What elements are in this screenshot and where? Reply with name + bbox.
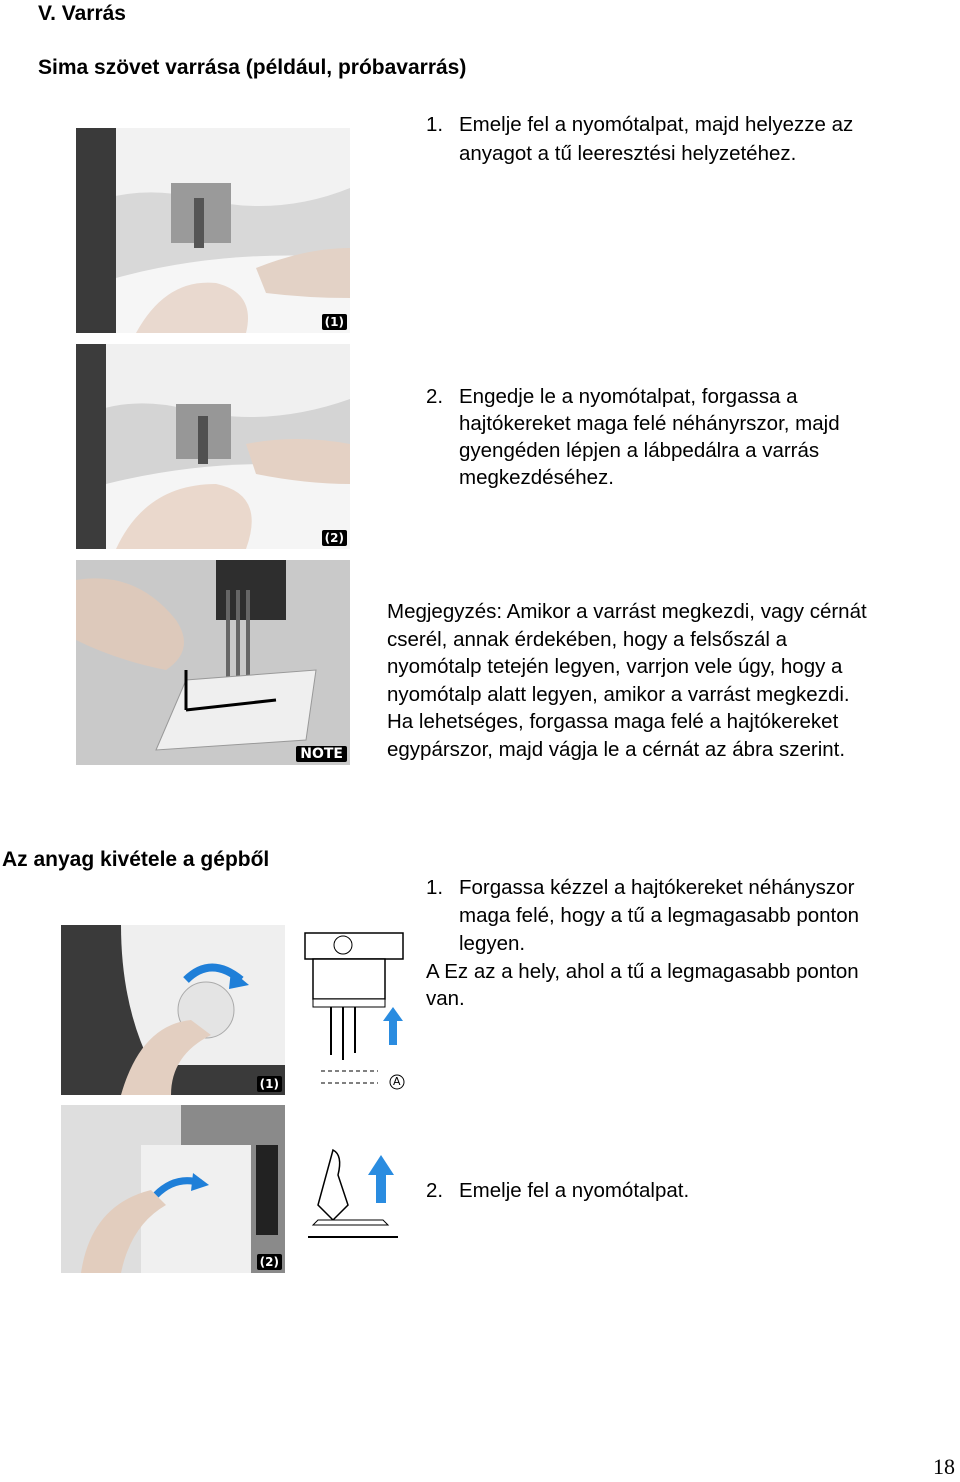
- page-number: 18: [933, 1454, 955, 1479]
- step-text-line3: gyengéden lépjen a lábpedálra a varrás: [459, 439, 820, 462]
- section-title-plain-fabric: Sima szövet varrása (például, próbavarrás): [38, 56, 467, 79]
- section2-step-1: [426, 874, 946, 1014]
- step-text-line1: Engedje le a nyomótalpat, forgassa a: [459, 385, 798, 408]
- photo-raise-presser-foot: [76, 128, 350, 333]
- photo-raise-lever: [61, 1105, 285, 1273]
- figure-badge: (2): [322, 530, 347, 546]
- photo-lower-presser-foot: [76, 344, 350, 549]
- note-line: nyomótalp alatt legyen, amikor a varrást megkezdi.: [387, 682, 850, 706]
- step-number: 1.: [426, 113, 444, 136]
- step-text-line1: Emelje fel a nyomótalpat, majd helyezze az: [459, 113, 854, 136]
- note-line: Ha lehetséges, forgassa maga felé a hajtókereket: [387, 710, 839, 733]
- diagram-presser-foot-raise: [303, 1145, 403, 1245]
- figure-badge: (1): [257, 1076, 282, 1092]
- photo-turn-handwheel: [61, 925, 285, 1095]
- step-text-line2: hajtókereket maga felé néhányrszor, majd: [459, 412, 840, 435]
- note-line: cserél, annak érdekében, hogy a felsőszál a: [387, 627, 788, 651]
- photo-note-thread-cut: [76, 560, 350, 765]
- note-a-line2: van.: [426, 987, 465, 1010]
- step-text-line1: Forgassa kézzel a hajtókereket néhányszor: [459, 876, 855, 899]
- step-2: [426, 383, 946, 493]
- diagram-label-a: A: [393, 1075, 401, 1088]
- note-line: Megjegyzés: Amikor a varrást megkezdi, vagy cérnát: [387, 600, 867, 623]
- note-text: [387, 598, 947, 763]
- figure-badge: (1): [322, 314, 347, 330]
- chapter-title: V. Varrás: [38, 2, 126, 25]
- section2-step-2: [426, 1177, 946, 1207]
- note-badge: NOTE: [296, 746, 347, 762]
- note-line: egypárszor, majd vágja le a cérnát az ábra szerint.: [387, 737, 846, 761]
- step-number: 2.: [426, 1179, 444, 1202]
- step-text-line2: anyagot a tű leeresztési helyzetéhez.: [459, 142, 797, 165]
- step-text-line4: megkezdéséhez.: [459, 466, 614, 489]
- step-number: 2.: [426, 385, 444, 408]
- step-1: [426, 111, 946, 171]
- note-a-line1: A Ez az a hely, ahol a tű a legmagasabb ponton: [426, 960, 859, 983]
- figure-badge: (2): [257, 1254, 282, 1270]
- step-text: Emelje fel a nyomótalpat.: [459, 1179, 690, 1202]
- diagram-needle-highest: [303, 925, 413, 1095]
- step-number: 1.: [426, 876, 444, 899]
- step-text-line3: legyen.: [459, 932, 526, 955]
- step-text-line2: maga felé, hogy a tű a legmagasabb ponton: [459, 904, 860, 927]
- section-title-remove-fabric: Az anyag kivétele a gépből: [2, 848, 270, 871]
- note-line: nyomótalp tetején legyen, varrjon vele úgy, hogy a: [387, 655, 843, 678]
